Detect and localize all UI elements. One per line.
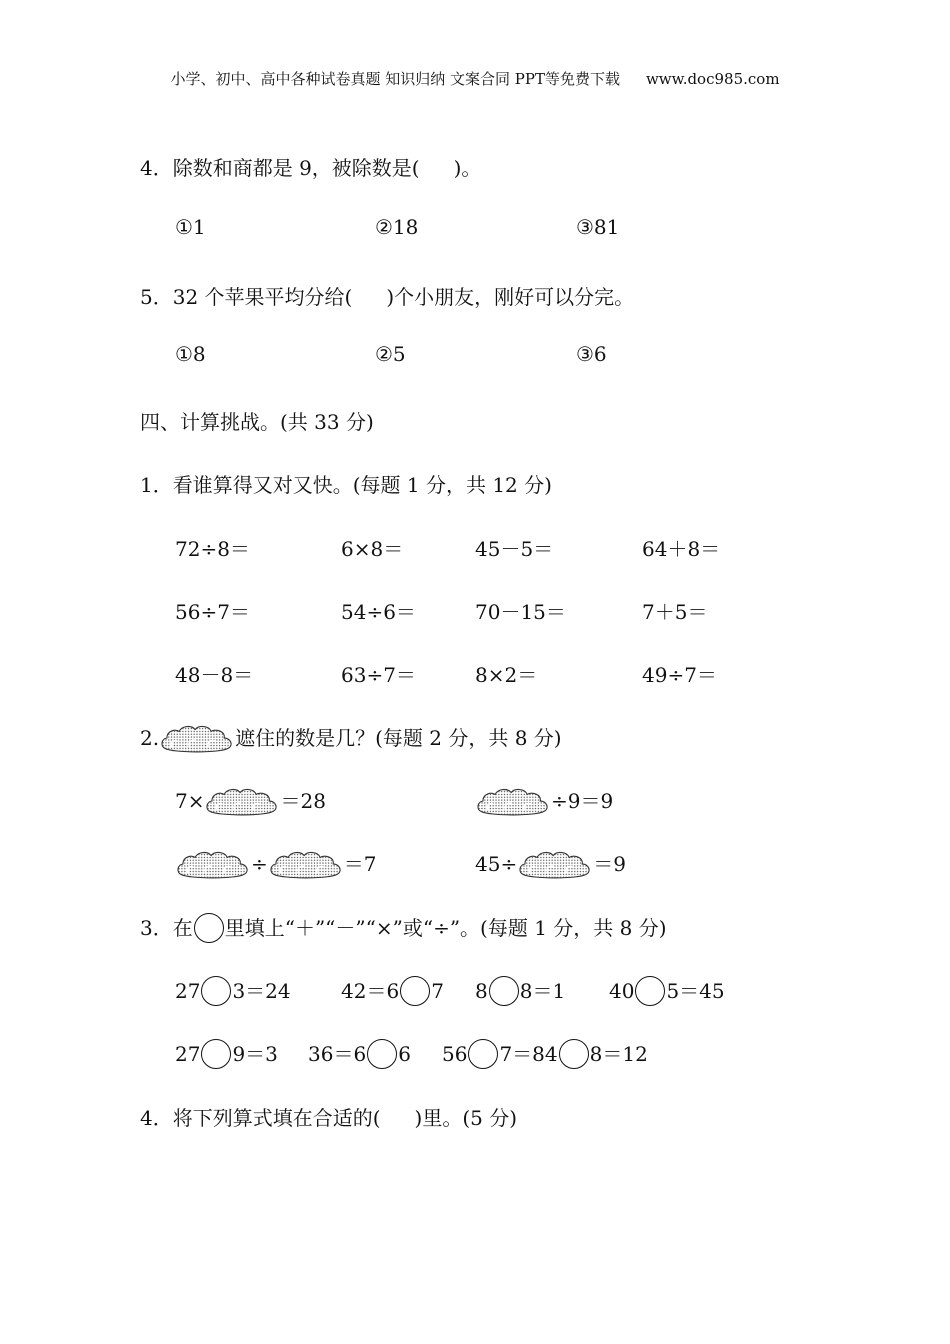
answer-circle[interactable] bbox=[468, 1039, 498, 1069]
equation: 70－15＝ bbox=[475, 600, 566, 624]
s4-question-2: 2. 遮住的数是几？(每题 2 分，共 8 分) bbox=[140, 722, 562, 756]
equation: 6×8＝ bbox=[341, 537, 404, 561]
cloud-icon bbox=[204, 785, 280, 817]
question-5: 5．32 个苹果平均分给( )个小朋友，刚好可以分完。 bbox=[140, 285, 635, 309]
cloud-icon bbox=[268, 848, 344, 880]
cloud-equation-3: ÷ ＝7 bbox=[175, 848, 377, 882]
operator-equation: 27 9＝3 bbox=[175, 1038, 278, 1071]
operator-equation: 36＝6 6 bbox=[308, 1038, 411, 1071]
q4-option-2: ②18 bbox=[375, 215, 419, 239]
circle-icon bbox=[194, 913, 224, 943]
answer-circle[interactable] bbox=[559, 1039, 589, 1069]
operator-equation: 40 5＝45 bbox=[609, 975, 725, 1008]
equation: 63÷7＝ bbox=[341, 663, 416, 687]
cloud-icon bbox=[517, 848, 593, 880]
equation: 56÷7＝ bbox=[175, 600, 250, 624]
q5-option-2: ②5 bbox=[375, 342, 406, 366]
answer-circle[interactable] bbox=[201, 976, 231, 1006]
equation: 48－8＝ bbox=[175, 663, 254, 687]
s4-question-3: 3．在 里填上“＋”“－”“×”或“÷”。(每题 1 分，共 8 分) bbox=[140, 912, 667, 945]
operator-equation: 8 8＝1 bbox=[475, 975, 565, 1008]
s4-question-1: 1．看谁算得又对又快。(每题 1 分，共 12 分) bbox=[140, 473, 552, 497]
equation: 8×2＝ bbox=[475, 663, 538, 687]
equation: 49÷7＝ bbox=[642, 663, 717, 687]
operator-equation: 56 7＝84 8＝12 bbox=[442, 1038, 648, 1071]
operator-equation: 27 3＝24 bbox=[175, 975, 291, 1008]
answer-circle[interactable] bbox=[489, 976, 519, 1006]
page-header bbox=[0, 68, 950, 89]
answer-circle[interactable] bbox=[367, 1039, 397, 1069]
q5-option-3: ③6 bbox=[576, 342, 607, 366]
equation: 54÷6＝ bbox=[341, 600, 416, 624]
q4-option-3: ③81 bbox=[576, 215, 620, 239]
s4-question-4: 4．将下列算式填在合适的( )里。(5 分) bbox=[140, 1106, 518, 1130]
answer-circle[interactable] bbox=[400, 976, 430, 1006]
section-title: 四、计算挑战。(共 33 分) bbox=[140, 410, 374, 434]
cloud-equation-4: 45÷ ＝9 bbox=[475, 848, 626, 882]
equation: 45－5＝ bbox=[475, 537, 554, 561]
cloud-icon bbox=[175, 848, 251, 880]
cloud-equation-1: 7× ＝28 bbox=[175, 785, 326, 819]
question-4: 4．除数和商都是 9，被除数是( )。 bbox=[140, 156, 482, 180]
cloud-icon bbox=[159, 722, 235, 754]
cloud-icon bbox=[475, 785, 551, 817]
equation: 72÷8＝ bbox=[175, 537, 250, 561]
answer-circle[interactable] bbox=[635, 976, 665, 1006]
equation: 64＋8＝ bbox=[642, 537, 721, 561]
q5-option-1: ①8 bbox=[175, 342, 206, 366]
q4-option-1: ①1 bbox=[175, 215, 206, 239]
operator-equation: 42＝6 7 bbox=[341, 975, 444, 1008]
equation: 7＋5＝ bbox=[642, 600, 708, 624]
header-left-text: 小学、初中、高中各种试卷真题 知识归纳 文案合同 PPT等免费下载 bbox=[170, 70, 620, 88]
cloud-equation-2: ÷9＝9 bbox=[475, 785, 613, 819]
answer-circle[interactable] bbox=[201, 1039, 231, 1069]
header-url: www.doc985.com bbox=[645, 70, 780, 88]
